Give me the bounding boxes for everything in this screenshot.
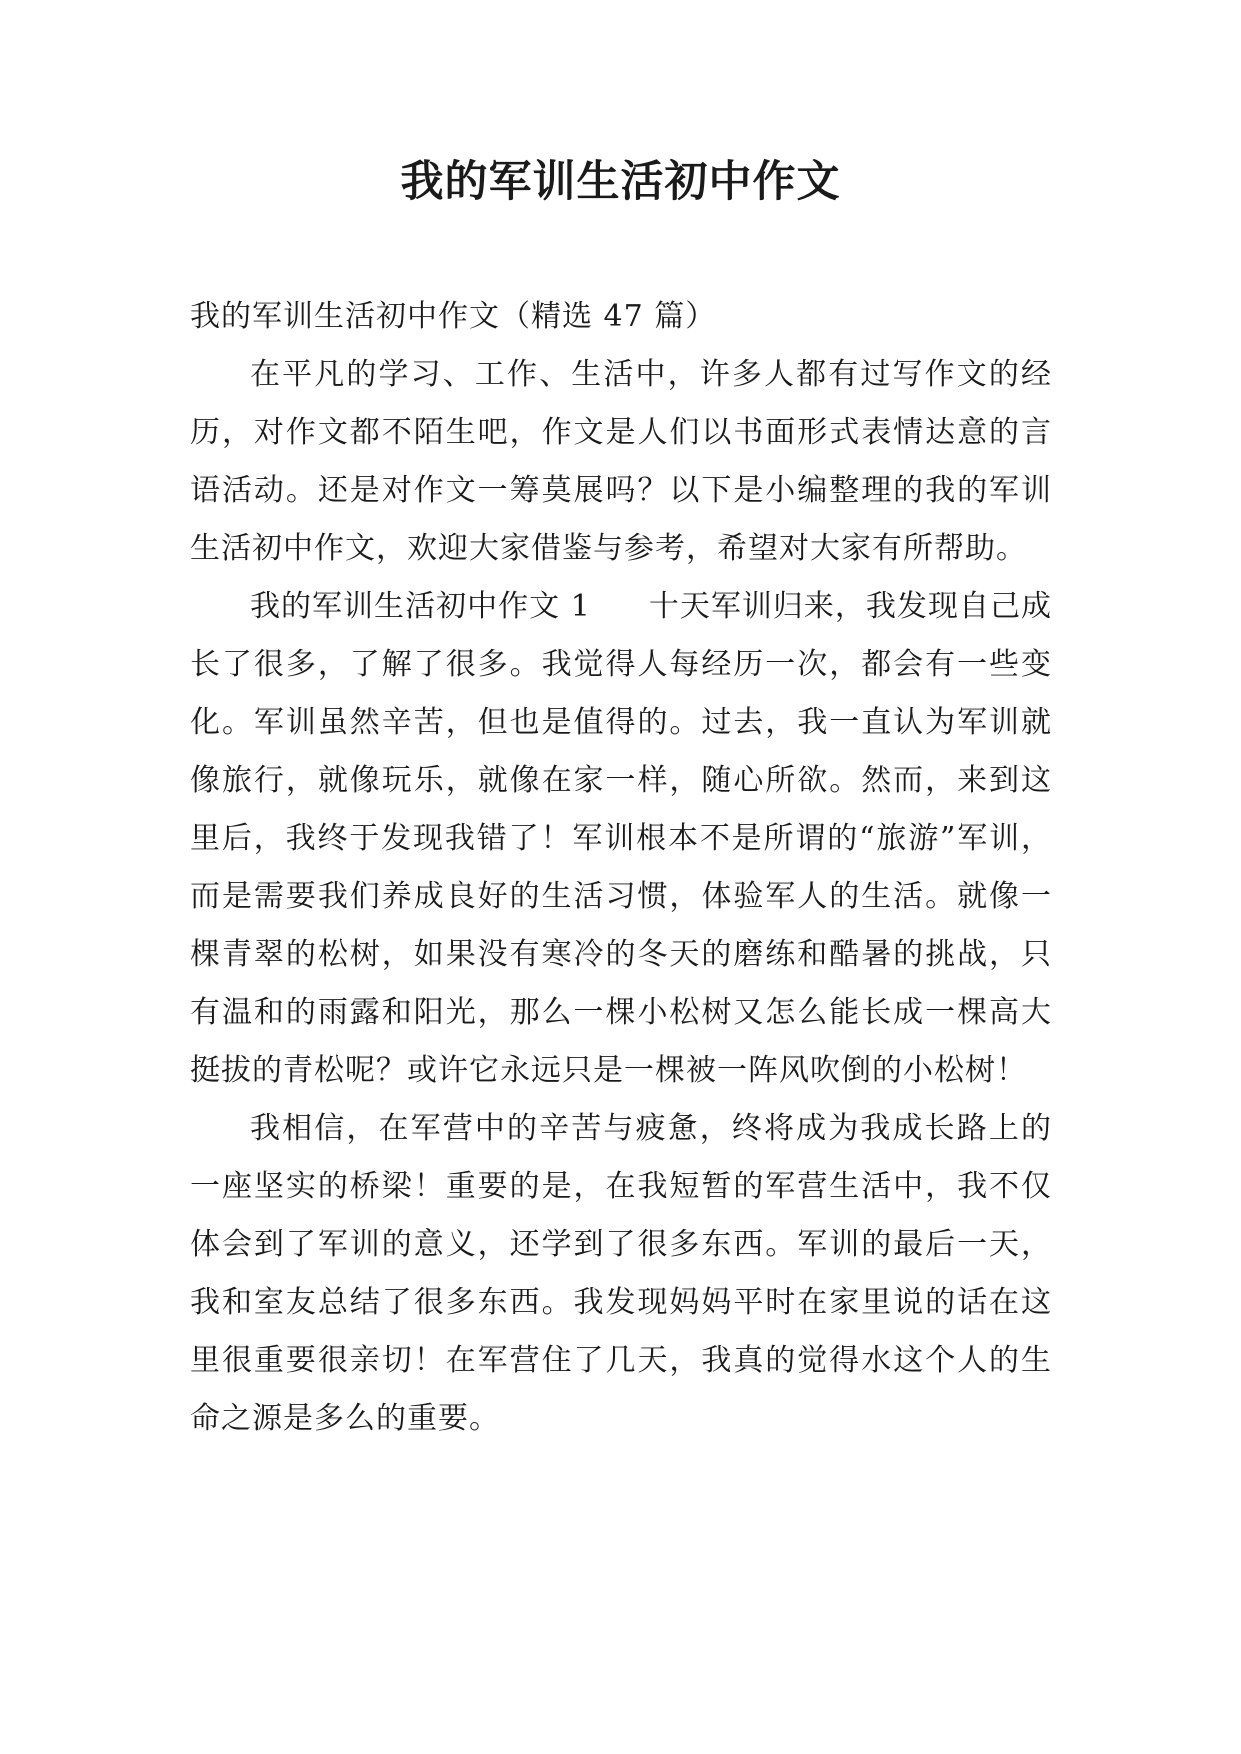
essay-1-heading: 我的军训生活初中作文 1 (250, 589, 591, 624)
essay-1-paragraph-2: 我相信，在军营中的辛苦与疲惫，终将成为我成长路上的一座坚实的桥梁！重要的是，在我短暂的军营生活中，我不仅体会到了军训的意义，还学到了很多东西。军训的最后一天，我和室友总结了很多东西。我发现妈妈平时在家里说的话在这里很重要很亲切！在军营住了几天，我真的觉得水这个人的生命之源是多么的重要。 (190, 1111, 1052, 1436)
document-subtitle: 我的军训生活初中作文（精选 47 篇） (190, 299, 717, 334)
document-title: 我的军训生活初中作文 (400, 157, 841, 207)
intro-paragraph: 在平凡的学习、工作、生活中，许多人都有过写作文的经历，对作文都不陌生吧，作文是人们以书面形式表情达意的言语活动。还是对作文一筹莫展吗？以下是小编整理的我的军训生活初中作文，欢迎大家借鉴与参考，希望对大家有所帮助。 (190, 357, 1052, 566)
essay-1-text-1: 十天军训归来，我发现自己成长了很多，了解了很多。我觉得人每经历一次，都会有一些变化。军训虽然辛苦，但也是值得的。过去，我一直认为军训就像旅行，就像玩乐，就像在家一样，随心所欲。然而，来到这里后，我终于发现我错了！军训根本不是所谓的“旅游”军训，而是需要我们养成良好的生活习惯，体验军人的生活。就像一棵青翠的松树，如果没有寒冷的冬天的磨练和酷暑的挑战，只有温和的雨露和阳光，那么一棵小松树又怎么能长成一棵高大挺拔的青松呢？或许它永远只是一棵被一阵风吹倒的小松树！ (190, 589, 1052, 1088)
document-body (190, 288, 1052, 1448)
essay-1-paragraph-1 (190, 578, 1052, 1100)
